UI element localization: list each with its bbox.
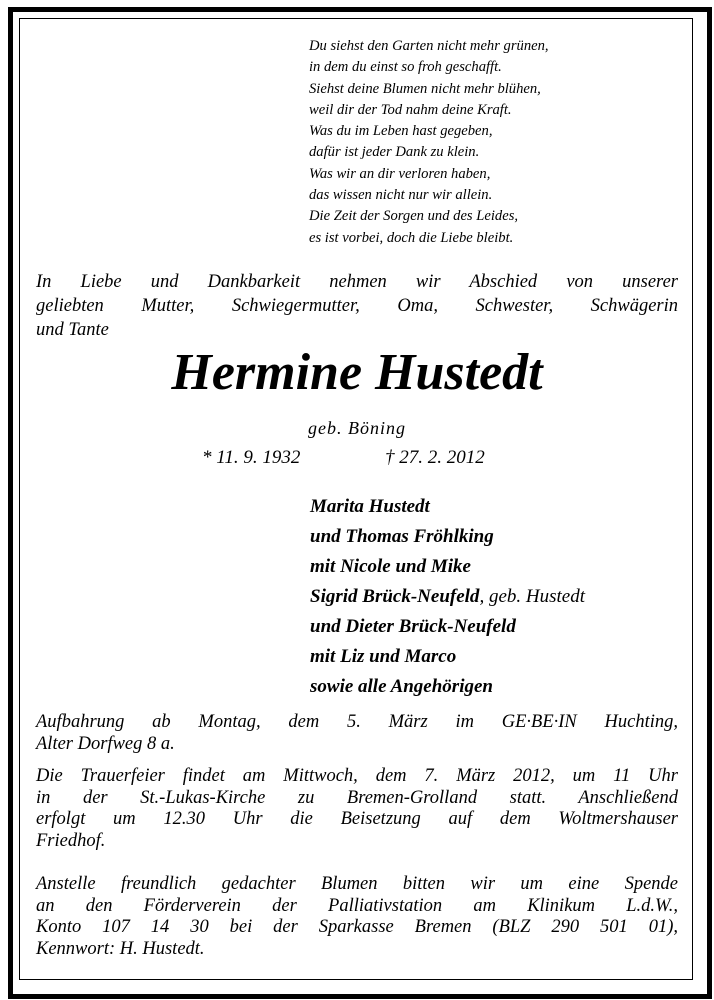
mourner-note: , geb. Hustedt xyxy=(479,586,585,607)
lying-in-state-notice xyxy=(36,712,678,755)
intro-text xyxy=(36,270,678,342)
mourner-line xyxy=(310,672,690,702)
poem-line: Was wir an dir verloren haben, xyxy=(309,165,491,182)
mourner-name: und Dieter Brück-Neufeld xyxy=(310,616,516,637)
birth-date: * 11. 9. 1932 xyxy=(202,447,301,468)
notice-line: Die Trauerfeier findet am Mittwoch, dem 7. März 2012, um 11 Uhr xyxy=(36,766,678,786)
mourner-name: und Thomas Fröhlking xyxy=(310,526,494,547)
mourner-name: mit Nicole und Mike xyxy=(310,556,471,577)
poem-line: Was du im Leben hast gegeben, xyxy=(309,123,493,140)
poem-line: Du siehst den Garten nicht mehr grünen, xyxy=(309,38,549,54)
poem-line: es ist vorbei, doch die Liebe bleibt. xyxy=(309,229,514,246)
poem-line: Die Zeit der Sorgen und des Leides, xyxy=(309,208,519,225)
intro-line: und Tante xyxy=(36,320,109,340)
notice-line: erfolgt um 12.30 Uhr die Beisetzung auf dem Woltmershauser xyxy=(36,809,678,829)
poem-line: dafür ist jeder Dank zu klein. xyxy=(309,144,480,161)
poem-line: Siehst deine Blumen nicht mehr blühen, xyxy=(309,80,541,97)
mourner-line xyxy=(310,522,690,552)
notice-line: Friedhof. xyxy=(36,830,106,851)
mourner-name: Marita Hustedt xyxy=(310,496,430,517)
mourner-name: sowie alle Angehörigen xyxy=(310,676,493,697)
mourner-line xyxy=(310,552,690,582)
deceased-name: Hermine Hustedt xyxy=(171,344,543,401)
notice-line: Aufbahrung ab Montag, dem 5. März im GE·BE·IN Huchting, xyxy=(36,712,678,732)
mourner-line xyxy=(310,642,690,672)
mourners-list xyxy=(310,492,690,702)
notice-line: Konto 107 14 30 bei der Sparkasse Bremen (BLZ 290 501 01), xyxy=(36,917,678,937)
notice-line: Alter Dorfweg 8 a. xyxy=(36,733,175,754)
mourner-line xyxy=(310,492,690,522)
intro-line: geliebten Mutter, Schwiegermutter, Oma, Schwester, Schwägerin xyxy=(36,296,678,316)
death-date: † 27. 2. 2012 xyxy=(385,447,485,468)
donation-notice xyxy=(36,874,678,960)
notice-line: Kennwort: H. Hustedt. xyxy=(36,938,205,959)
poem xyxy=(309,36,669,249)
mourner-name: mit Liz und Marco xyxy=(310,646,457,667)
maiden-name: geb. Böning xyxy=(308,418,406,438)
poem-line: in dem du einst so froh geschafft. xyxy=(309,59,502,76)
notice-line: in der St.-Lukas-Kirche zu Bremen-Grolland statt. Anschließend xyxy=(36,787,678,808)
intro-line: In Liebe und Dankbarkeit nehmen wir Abschied von unserer xyxy=(36,272,678,292)
mourner-line xyxy=(310,582,690,612)
notice-line: an den Förderverein der Palliativstation am Klinikum L.d.W., xyxy=(36,895,678,916)
poem-line: weil dir der Tod nahm deine Kraft. xyxy=(309,101,512,118)
notice-line: Anstelle freundlich gedachter Blumen bitten wir um eine Spende xyxy=(36,874,678,894)
mourner-name: Sigrid Brück-Neufeld xyxy=(310,586,480,607)
funeral-notice xyxy=(36,766,678,852)
poem-line: das wissen nicht nur wir allein. xyxy=(309,187,493,204)
mourner-line xyxy=(310,612,690,642)
